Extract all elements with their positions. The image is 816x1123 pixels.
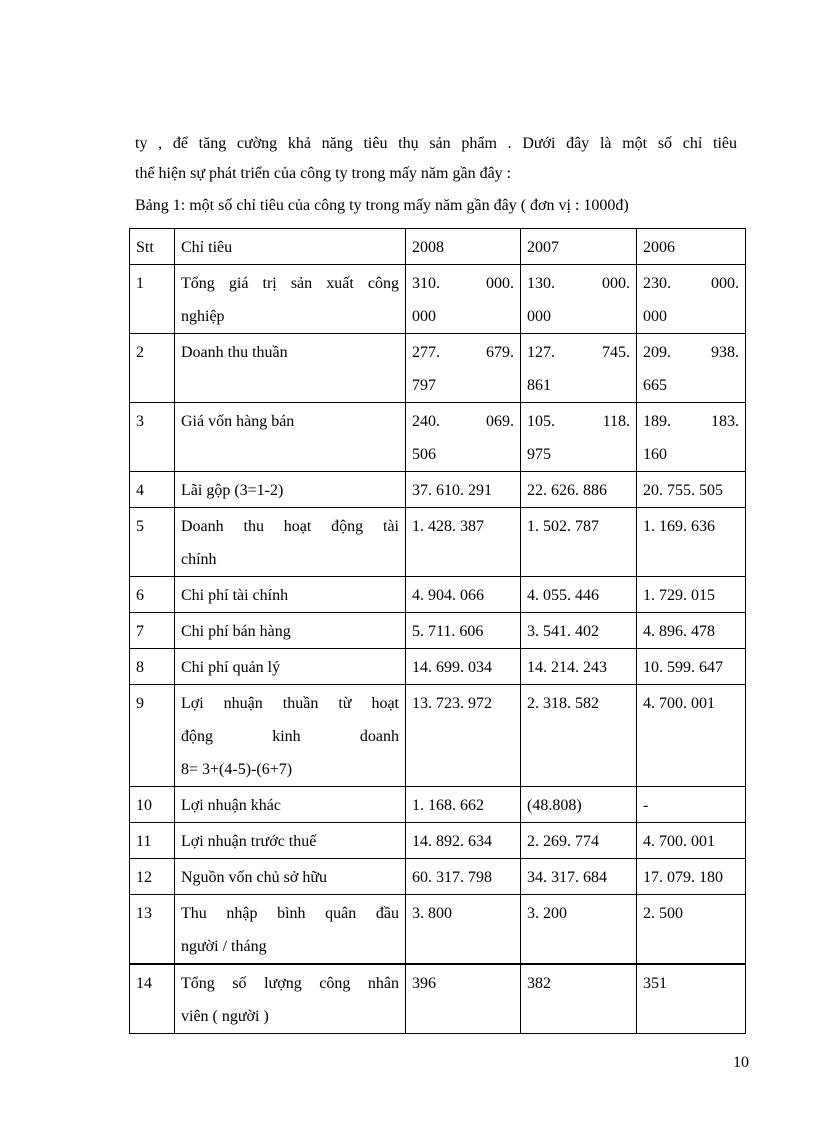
cell-2007-line: 34. 317. 684 xyxy=(527,869,607,886)
cell-stt: 4 xyxy=(130,472,175,508)
cell-indicator-line: Chi phí bán hàng xyxy=(181,623,291,640)
cell-indicator-line: chính xyxy=(181,551,217,568)
cell-indicator xyxy=(175,508,406,577)
cell-2008-line: 5. 711. 606 xyxy=(412,623,484,640)
cell-2007 xyxy=(521,265,637,334)
cell-2007-line: (48.808) xyxy=(527,797,582,814)
cell-2008-line: 1. 168. 662 xyxy=(412,797,484,814)
cell-2006-line: 4. 700. 001 xyxy=(643,833,715,850)
cell-2007-line: 382 xyxy=(527,975,551,992)
cell-2006 xyxy=(637,685,746,787)
cell-2007-line: 3. 200 xyxy=(527,905,567,922)
cell-indicator xyxy=(175,823,406,859)
cell-2008-line: 37. 610. 291 xyxy=(412,482,492,499)
table-row xyxy=(130,649,746,685)
cell-2008 xyxy=(406,472,521,508)
table-row xyxy=(130,685,746,787)
indicators-table xyxy=(129,228,746,1034)
cell-2007 xyxy=(521,859,637,895)
cell-2007 xyxy=(521,787,637,823)
cell-2008 xyxy=(406,649,521,685)
cell-2007 xyxy=(521,508,637,577)
cell-2007 xyxy=(521,649,637,685)
table-row xyxy=(130,577,746,613)
cell-indicator-line: động kinh doanh xyxy=(181,728,399,745)
cell-2008-line: 277. 679. xyxy=(412,344,514,361)
cell-indicator-line: Doanh thu thuần xyxy=(181,344,288,361)
cell-2007-line: 22. 626. 886 xyxy=(527,482,607,499)
table-row xyxy=(130,472,746,508)
cell-2006 xyxy=(637,613,746,649)
cell-2006-line: 160 xyxy=(643,446,667,463)
cell-indicator-line: viên ( người ) xyxy=(181,1008,269,1025)
cell-indicator xyxy=(175,613,406,649)
cell-2006-line: 230. 000. xyxy=(643,275,739,292)
cell-2007 xyxy=(521,334,637,403)
cell-2006 xyxy=(637,787,746,823)
cell-2008-line: 1. 428. 387 xyxy=(412,518,484,535)
cell-2006 xyxy=(637,472,746,508)
cell-2006-line: - xyxy=(643,797,649,814)
cell-indicator xyxy=(175,472,406,508)
cell-2006-line: 20. 755. 505 xyxy=(643,482,723,499)
header-stt: Stt xyxy=(130,229,175,265)
table-row xyxy=(130,265,746,334)
cell-indicator-line: Chi phí quản lý xyxy=(181,659,281,676)
cell-2008-line: 14. 699. 034 xyxy=(412,659,492,676)
cell-2007 xyxy=(521,895,637,965)
cell-stt: 5 xyxy=(130,508,175,577)
cell-2008-line: 4. 904. 066 xyxy=(412,587,484,604)
header-2007: 2007 xyxy=(521,229,637,265)
table-row xyxy=(130,613,746,649)
page-number: 10 xyxy=(733,1054,749,1071)
cell-2007-line: 105. 118. xyxy=(527,413,630,430)
cell-indicator xyxy=(175,787,406,823)
cell-2006-line: 4. 700. 001 xyxy=(643,695,715,712)
cell-indicator xyxy=(175,265,406,334)
cell-2006 xyxy=(637,964,746,1034)
cell-2006 xyxy=(637,265,746,334)
table-row xyxy=(130,895,746,965)
cell-indicator-line: Tổng giá trị sản xuất công xyxy=(181,275,399,292)
cell-indicator-line: Lợi nhuận khác xyxy=(181,797,281,814)
cell-2008 xyxy=(406,334,521,403)
cell-indicator-line: Lãi gộp (3=1-2) xyxy=(181,482,284,499)
cell-2006-line: 1. 169. 636 xyxy=(643,518,715,535)
cell-2008 xyxy=(406,964,521,1034)
cell-indicator xyxy=(175,685,406,787)
header-2006: 2006 xyxy=(637,229,746,265)
cell-indicator xyxy=(175,649,406,685)
table-row xyxy=(130,964,746,1034)
cell-stt: 7 xyxy=(130,613,175,649)
cell-stt: 3 xyxy=(130,403,175,472)
cell-2007-line: 975 xyxy=(527,446,551,463)
cell-2008-line: 14. 892. 634 xyxy=(412,833,492,850)
cell-2007-line: 14. 214. 243 xyxy=(527,659,607,676)
cell-2008 xyxy=(406,577,521,613)
cell-indicator-line: Tổng số lượng công nhân xyxy=(181,975,399,992)
cell-2008-line: 310. 000. xyxy=(412,275,514,292)
cell-stt: 8 xyxy=(130,649,175,685)
table-body xyxy=(130,265,746,1034)
cell-2007 xyxy=(521,685,637,787)
table-row xyxy=(130,403,746,472)
cell-indicator-line: 8= 3+(4-5)-(6+7) xyxy=(181,761,293,778)
cell-2008-line: 3. 800 xyxy=(412,905,452,922)
cell-2007-line: 3. 541. 402 xyxy=(527,623,599,640)
cell-2006 xyxy=(637,577,746,613)
cell-stt: 14 xyxy=(130,964,175,1034)
cell-stt: 2 xyxy=(130,334,175,403)
cell-indicator-line: Doanh thu hoạt động tài xyxy=(181,518,399,535)
cell-indicator-line: Thu nhập bình quân đầu xyxy=(181,905,399,922)
cell-2006 xyxy=(637,823,746,859)
cell-2006-line: 209. 938. xyxy=(643,344,739,361)
cell-2007-line: 2. 269. 774 xyxy=(527,833,599,850)
cell-indicator-line: người / tháng xyxy=(181,938,267,955)
cell-2008 xyxy=(406,613,521,649)
cell-2007-line: 1. 502. 787 xyxy=(527,518,599,535)
cell-2007-line: 130. 000. xyxy=(527,275,630,292)
table-row xyxy=(130,787,746,823)
cell-2008-line: 60. 317. 798 xyxy=(412,869,492,886)
cell-2008-line: 506 xyxy=(412,446,436,463)
cell-2006 xyxy=(637,508,746,577)
cell-2006-line: 000 xyxy=(643,308,667,325)
cell-stt: 11 xyxy=(130,823,175,859)
cell-2008-line: 797 xyxy=(412,377,436,394)
header-2008: 2008 xyxy=(406,229,521,265)
table-row xyxy=(130,508,746,577)
cell-2007-line: 2. 318. 582 xyxy=(527,695,599,712)
cell-2007-line: 4. 055. 446 xyxy=(527,587,599,604)
cell-indicator-line: Lợi nhuận trước thuế xyxy=(181,833,317,850)
table-header-row xyxy=(130,229,746,265)
cell-2006-line: 2. 500 xyxy=(643,905,683,922)
cell-2008-line: 13. 723. 972 xyxy=(412,695,492,712)
cell-indicator-line: Nguồn vốn chủ sở hữu xyxy=(181,869,328,886)
cell-stt: 6 xyxy=(130,577,175,613)
cell-stt: 10 xyxy=(130,787,175,823)
cell-indicator xyxy=(175,334,406,403)
cell-2007 xyxy=(521,403,637,472)
cell-2008-line: 000 xyxy=(412,308,436,325)
cell-2008 xyxy=(406,859,521,895)
cell-indicator-line: nghiệp xyxy=(181,308,225,325)
table-row xyxy=(130,859,746,895)
cell-2007 xyxy=(521,577,637,613)
cell-2006 xyxy=(637,649,746,685)
cell-stt: 13 xyxy=(130,895,175,965)
cell-2006-line: 189. 183. xyxy=(643,413,739,430)
cell-2006-line: 1. 729. 015 xyxy=(643,587,715,604)
cell-indicator-line: Chi phí tài chính xyxy=(181,587,289,604)
cell-2006-line: 665 xyxy=(643,377,667,394)
cell-2007-line: 127. 745. xyxy=(527,344,630,361)
cell-2008-line: 240. 069. xyxy=(412,413,514,430)
cell-2006 xyxy=(637,403,746,472)
cell-2007 xyxy=(521,472,637,508)
cell-stt: 9 xyxy=(130,685,175,787)
cell-indicator xyxy=(175,403,406,472)
cell-2008 xyxy=(406,685,521,787)
cell-2007 xyxy=(521,964,637,1034)
cell-2006-line: 351 xyxy=(643,975,667,992)
cell-stt: 1 xyxy=(130,265,175,334)
cell-stt: 12 xyxy=(130,859,175,895)
cell-2008-line: 396 xyxy=(412,975,436,992)
cell-indicator xyxy=(175,895,406,965)
table-row xyxy=(130,334,746,403)
cell-2007 xyxy=(521,613,637,649)
cell-2007-line: 861 xyxy=(527,377,551,394)
cell-2008 xyxy=(406,265,521,334)
cell-2008 xyxy=(406,823,521,859)
cell-2008 xyxy=(406,787,521,823)
cell-2007-line: 000 xyxy=(527,308,551,325)
cell-2006-line: 17. 079. 180 xyxy=(643,869,723,886)
table-caption: Bảng 1: một số chỉ tiêu của công ty trong mấy năm gần đây ( đơn vị : 1000đ) xyxy=(135,197,629,214)
cell-2008 xyxy=(406,403,521,472)
cell-2006-line: 4. 896. 478 xyxy=(643,623,715,640)
cell-2007 xyxy=(521,823,637,859)
cell-2006-line: 10. 599. 647 xyxy=(643,659,723,676)
cell-indicator-line: Lợi nhuận thuần từ hoạt xyxy=(181,695,399,712)
table-row xyxy=(130,823,746,859)
cell-indicator xyxy=(175,577,406,613)
cell-2006 xyxy=(637,895,746,965)
cell-indicator xyxy=(175,859,406,895)
cell-2006 xyxy=(637,334,746,403)
cell-2008 xyxy=(406,895,521,965)
paragraph-line-1: ty , để tăng cường khả năng tiêu thụ sản phẩm . Dưới đây là một số chỉ tiêu xyxy=(135,135,737,152)
cell-2008 xyxy=(406,508,521,577)
paragraph-line-2: thể hiện sự phát triển của công ty trong mấy năm gần đây : xyxy=(135,165,512,182)
cell-indicator-line: Giá vốn hàng bán xyxy=(181,413,295,430)
cell-2006 xyxy=(637,859,746,895)
header-indicator: Chỉ tiêu xyxy=(175,229,406,265)
cell-indicator xyxy=(175,964,406,1034)
